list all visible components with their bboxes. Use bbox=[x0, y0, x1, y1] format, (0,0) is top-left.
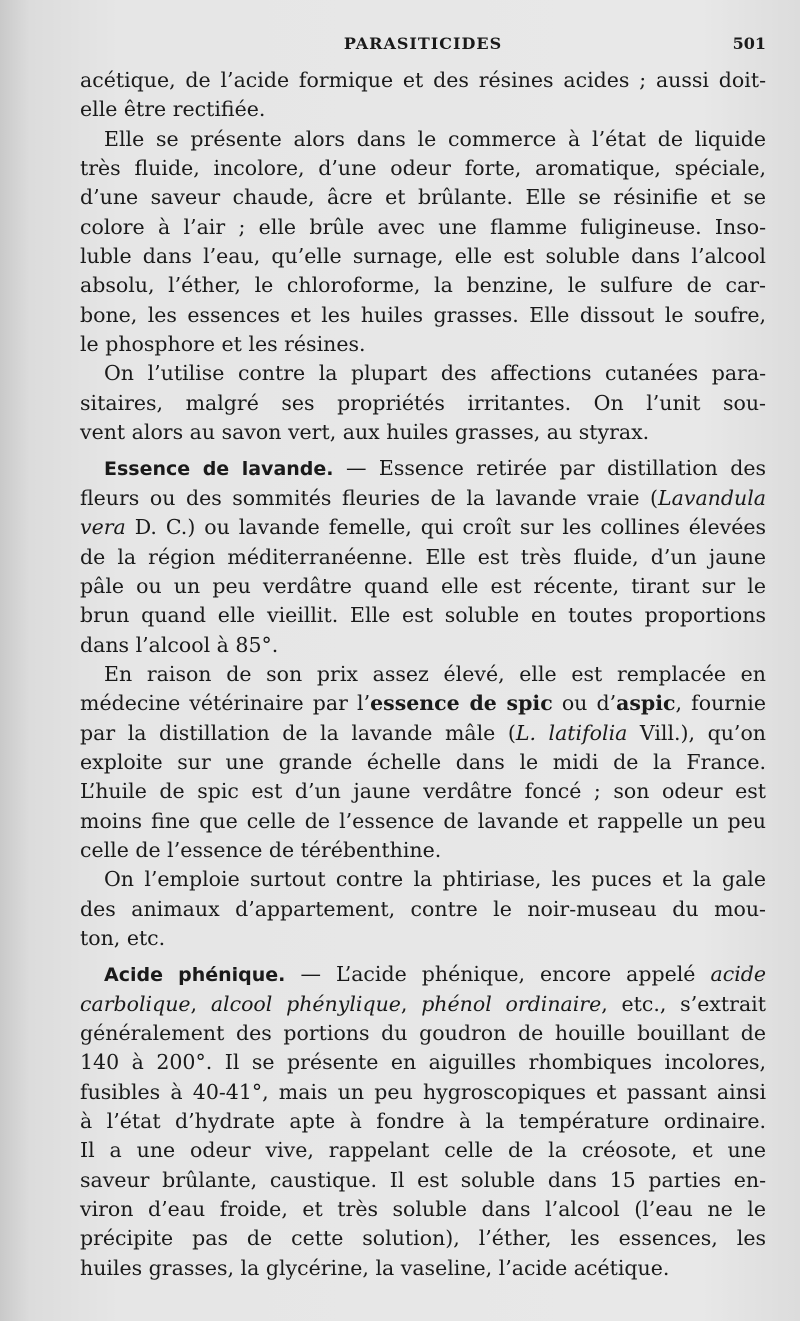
text-line: très fluide, incolore, d’une odeur forte, aromatique, spéciale, bbox=[80, 156, 766, 181]
section-heading-acide-phenique: Acide phénique. bbox=[104, 964, 286, 987]
text-line bbox=[80, 454, 766, 483]
text-line: colore à l’air ; elle brûle avec une flamme fuligineuse. Inso- bbox=[80, 214, 766, 239]
text-line: luble dans l’eau, qu’elle surnage, elle est soluble dans l’alcool bbox=[80, 244, 766, 269]
body-text bbox=[80, 66, 766, 1283]
text-line: dans l’alcool à 85°. bbox=[80, 632, 279, 657]
text-line: En raison de son prix assez élevé, elle est remplacée en bbox=[104, 661, 766, 686]
italic-term: alcool phénylique bbox=[210, 991, 401, 1016]
text-line: précipite pas de cette solution), l’éther, les essences, les bbox=[80, 1226, 766, 1251]
text-span: , fournie bbox=[675, 691, 766, 716]
text-span: , bbox=[400, 991, 422, 1016]
text-span: ou d’ bbox=[552, 691, 617, 716]
text-line bbox=[80, 719, 766, 748]
text-span: — Essence retirée par distillation des bbox=[333, 456, 766, 481]
text-span: fleurs ou des sommités fleuries de la lavande vraie ( bbox=[80, 485, 659, 510]
text-line: celle de l’essence de térébenthine. bbox=[80, 837, 442, 862]
page-number: 501 bbox=[732, 34, 766, 53]
text-line: d’une saveur chaude, âcre et brûlante. Elle se résinifie et se bbox=[80, 185, 766, 210]
text-line bbox=[80, 990, 766, 1019]
text-line: brun quand elle vieillit. Elle est soluble en toutes proportions bbox=[80, 603, 766, 628]
text-line: de la région méditerranéenne. Elle est très fluide, d’un jaune bbox=[80, 544, 766, 569]
text-line bbox=[80, 689, 766, 718]
text-line: fusibles à 40-41°, mais un peu hygroscopiques et passant ainsi bbox=[80, 1079, 766, 1104]
text-line: acétique, de l’acide formique et des résines acides ; aussi doit- bbox=[80, 68, 766, 92]
text-line: 140 à 200°. Il se présente en aiguilles rhombiques incolores, bbox=[80, 1050, 766, 1075]
text-line: bone, les essences et les huiles grasses. Elle dissout le soufre, bbox=[80, 302, 766, 327]
text-line: Elle se présente alors dans le commerce à l’état de liquide bbox=[104, 126, 766, 151]
text-line: à l’état d’hydrate apte à fondre à la température ordinaire. bbox=[80, 1109, 766, 1134]
paragraph-gap bbox=[80, 447, 766, 454]
text-line: sitaires, malgré ses propriétés irritantes. On l’unit sou- bbox=[80, 390, 766, 415]
text-line: viron d’eau froide, et très soluble dans l’alcool (l’eau ne le bbox=[80, 1197, 766, 1222]
text-span: par la distillation de la lavande mâle ( bbox=[80, 720, 516, 745]
text-line: elle être rectifiée. bbox=[80, 97, 266, 122]
text-line: On l’utilise contre la plupart des affections cutanées para- bbox=[104, 361, 766, 386]
italic-term: carbolique bbox=[80, 991, 191, 1016]
text-line: vent alors au savon vert, aux huiles grasses, au styrax. bbox=[80, 420, 650, 445]
section-heading-lavande: Essence de lavande. bbox=[104, 458, 334, 481]
text-line: L’huile de spic est d’un jaune verdâtre foncé ; son odeur est bbox=[80, 779, 766, 804]
italic-term: phénol ordinaire bbox=[421, 991, 602, 1016]
text-line bbox=[80, 484, 766, 513]
text-line: On l’emploie surtout contre la phtiriase, les puces et la gale bbox=[104, 867, 766, 892]
text-line bbox=[80, 960, 766, 989]
text-line: saveur brûlante, caustique. Il est soluble dans 15 parties en- bbox=[80, 1167, 766, 1192]
text-span: Vill.), qu’on bbox=[627, 720, 766, 745]
text-line bbox=[80, 513, 766, 542]
text-span: — L’acide phénique, encore appelé bbox=[285, 962, 711, 987]
page-header bbox=[80, 34, 766, 58]
text-span: , bbox=[190, 991, 211, 1016]
text-line: absolu, l’éther, le chloroforme, la benzine, le sulfure de car- bbox=[80, 273, 766, 298]
text-span: , etc., s’extrait bbox=[601, 991, 766, 1016]
italic-term: vera bbox=[80, 515, 126, 540]
text-line: pâle ou un peu verdâtre quand elle est récente, tirant sur le bbox=[80, 573, 766, 598]
text-line: huiles grasses, la glycérine, la vaseline, l’acide acétique. bbox=[80, 1255, 670, 1280]
bold-term: essence de spic bbox=[370, 691, 553, 716]
text-line: ton, etc. bbox=[80, 925, 166, 950]
text-span: D. C.) ou lavande femelle, qui croît sur les collines élevées bbox=[125, 515, 766, 540]
text-line: des animaux d’appartement, contre le noir-museau du mou- bbox=[80, 896, 766, 921]
text-line: le phosphore et les résines. bbox=[80, 332, 366, 357]
running-title: PARASITICIDES bbox=[343, 34, 503, 53]
italic-term: L. latifolia bbox=[515, 720, 628, 745]
text-line: exploite sur une grande échelle dans le midi de la France. bbox=[80, 749, 766, 774]
text-span: médecine vétérinaire par l’ bbox=[80, 691, 371, 716]
italic-term: acide bbox=[710, 962, 766, 987]
text-line: généralement des portions du goudron de houille bouillant de bbox=[80, 1021, 766, 1045]
italic-term: Lavandula bbox=[658, 485, 766, 510]
text-line: Il a une odeur vive, rappelant celle de la créosote, et une bbox=[80, 1138, 766, 1163]
text-line: moins fine que celle de l’essence de lavande et rappelle un peu bbox=[80, 808, 766, 833]
paragraph-gap bbox=[80, 953, 766, 960]
bold-term: aspic bbox=[616, 691, 676, 716]
